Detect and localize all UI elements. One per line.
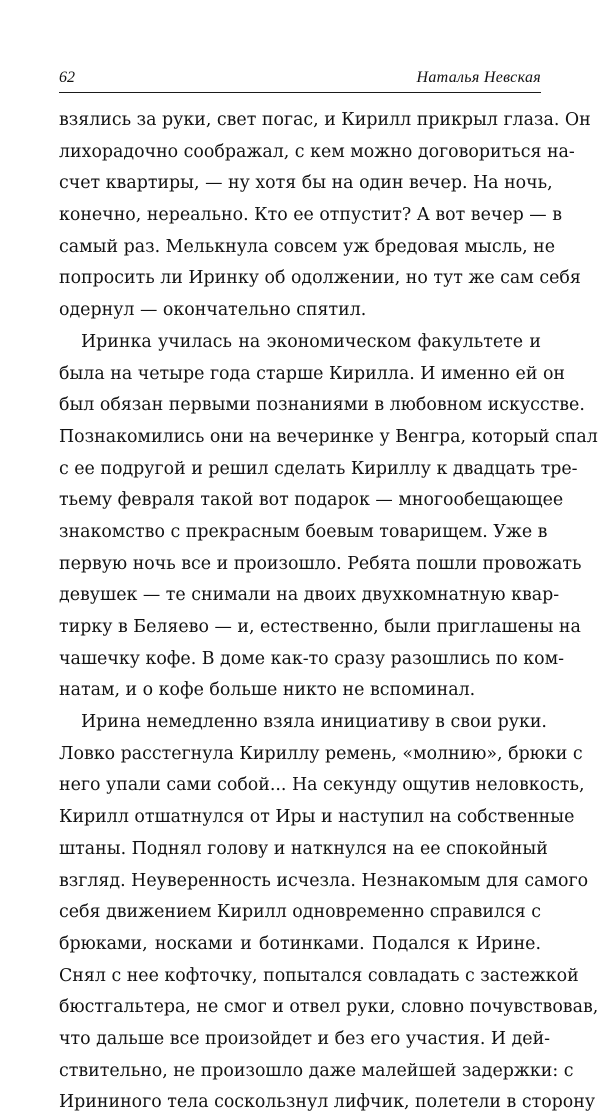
text-line: Ирининого тела соскользнул лифчик, полетели в сторону (59, 1092, 596, 1113)
text-line: Снял с нее кофточку, попытался совладать с застежкой (59, 965, 579, 986)
text-line: себя движением Кирилл одновременно справился с (59, 902, 541, 923)
text-line: знакомство с прекрасным боевым товарищем. Уже в (59, 521, 548, 542)
text-line: попросить ли Иринку об одолжении, но тут же сам себя (59, 268, 581, 289)
text-line: девушек — те снимали на двоих двухкомнатную квар- (59, 585, 560, 606)
text-line: штаны. Поднял голову и наткнулся на ее спокойный (59, 838, 548, 859)
running-head-author: Наталья Невская (416, 69, 541, 86)
text-line: с ее подругой и решил сделать Кириллу к двадцать тре- (59, 458, 578, 479)
text-line: чашечку кофе. В доме как-то сразу разошлись по ком- (59, 648, 564, 669)
text-line: него упали сами собой... На секунду ощутив неловкость, (59, 775, 585, 796)
body-text (59, 105, 599, 1119)
text-line: тьему февраля такой вот подарок — многообещающее (59, 490, 564, 511)
text-line: лихорадочно соображал, с кем можно договориться на- (59, 141, 575, 162)
text-line: натам, и о кофе больше никто не вспоминал. (59, 680, 476, 701)
text-line: бюстгальтера, не смог и отвел руки, словно почувствовав, (59, 997, 599, 1018)
text-line: взялись за руки, свет погас, и Кирилл прикрыл глаза. Он (59, 110, 591, 130)
text-line: Иринка училась на экономическом факультете и (81, 331, 541, 352)
page-number: 62 (59, 69, 75, 86)
text-line: конечно, нереально. Кто ее отпустит? А вот вечер — в (59, 205, 563, 226)
text-line: был обязан первыми познаниями в любовном искусстве. (59, 395, 585, 416)
text-line: взгляд. Неуверенность исчезла. Незнакомым для самого (59, 870, 589, 891)
text-line: самый раз. Мелькнула совсем уж бредовая мысль, не (59, 236, 556, 257)
text-line: Ирина немедленно взяла инициативу в свои руки. (81, 712, 547, 733)
text-line: счет квартиры, — ну хотя бы на один вечер. На ночь, (59, 173, 553, 194)
text-line: ствительно, не произошло даже малейшей задержки: с (59, 1060, 574, 1081)
text-line: первую ночь все и произошло. Ребята пошли провожать (59, 553, 582, 574)
text-line: Познакомились они на вечеринке у Венгра, который спал (59, 426, 598, 447)
book-page (59, 66, 599, 1119)
text-line: тирку в Беляево — и, естественно, были приглашены на (59, 617, 581, 637)
text-line: Кирилл отшатнулся от Иры и наступил на собственные (59, 807, 575, 828)
running-head (59, 66, 541, 93)
text-line: что дальше все произойдет и без его участия. И дей- (59, 1028, 551, 1049)
text-line: Ловко расстегнула Кириллу ремень, «молнию», брюки с (59, 743, 583, 764)
text-line: была на четыре года старше Кирилла. И именно ей он (59, 363, 566, 384)
text-line: брюками, носками и ботинками. Подался к Ирине. (59, 933, 541, 954)
text-line: одернул — окончательно спятил. (59, 300, 367, 321)
